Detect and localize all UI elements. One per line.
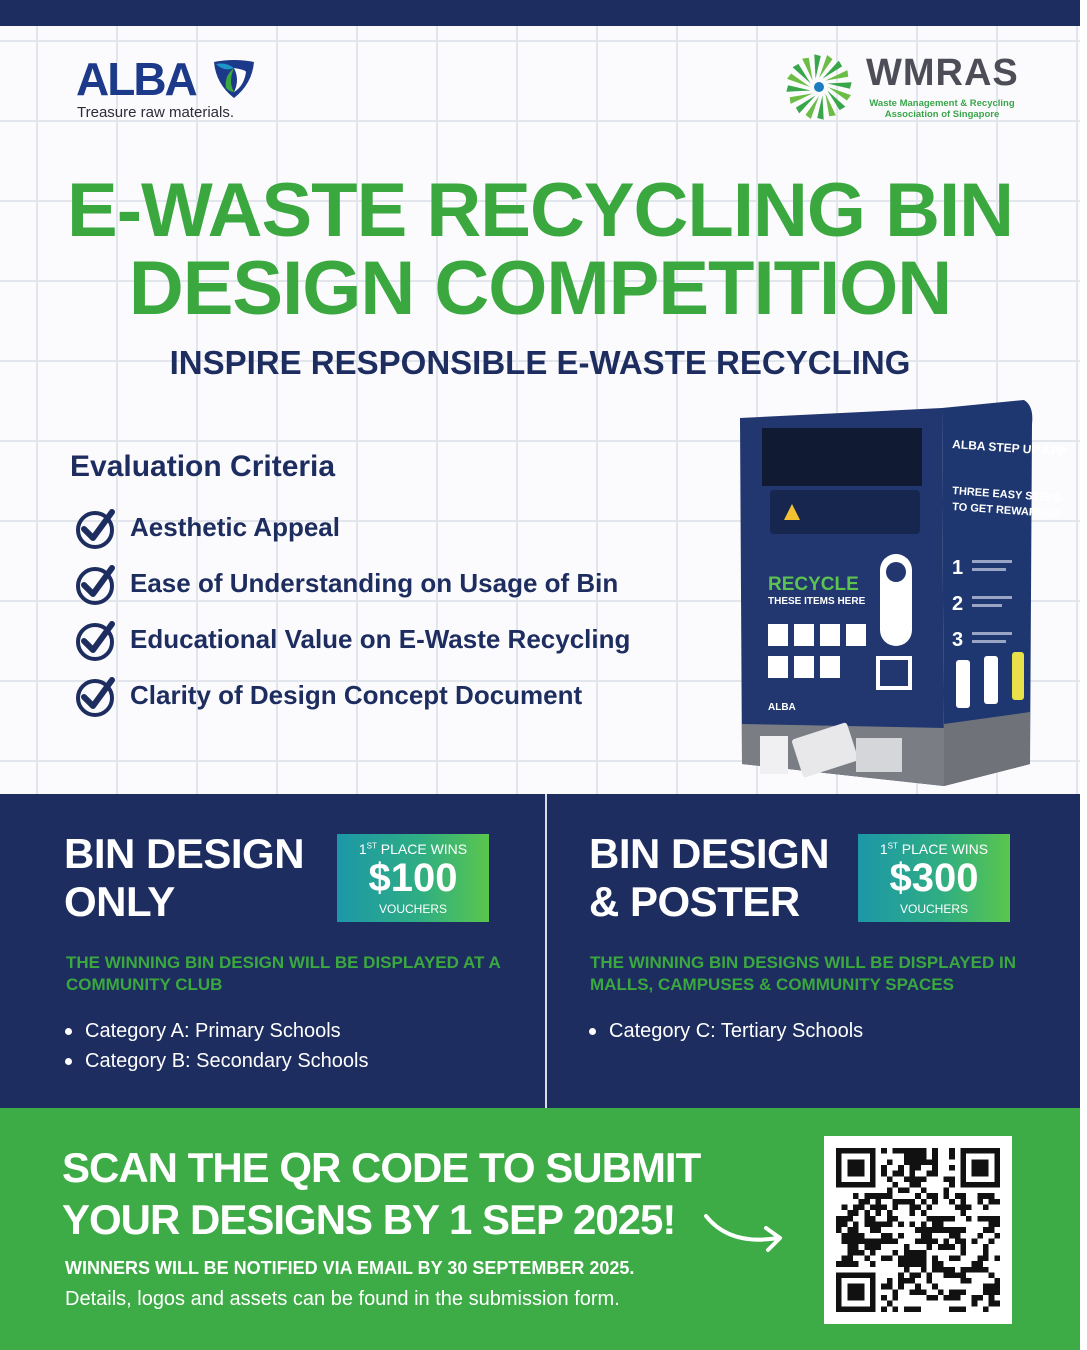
category-list xyxy=(588,1016,863,1046)
badge-rank-suffix: ST xyxy=(887,841,898,851)
bin-recycle-label: RECYCLE xyxy=(768,574,859,595)
wmras-ray xyxy=(786,85,810,91)
check-circle-icon xyxy=(74,562,118,606)
bin-app-label: ALBA STEP UP APP xyxy=(951,437,1068,459)
svg-text:2: 2 xyxy=(952,593,964,615)
category-list xyxy=(64,1016,369,1076)
badge-vouchers-label: VOUCHERS xyxy=(899,902,968,916)
badge-amount: $300 xyxy=(889,856,979,900)
badge-amount: $100 xyxy=(368,856,458,900)
badge-place-text: PLACE WINS xyxy=(380,841,468,857)
badge-place-label xyxy=(337,841,489,857)
wmras-ray xyxy=(814,54,820,78)
prize-title-line-1: BIN DESIGN xyxy=(64,830,305,877)
badge-place-label xyxy=(858,841,1010,857)
criteria-item xyxy=(74,506,714,562)
category-item: Category C: Tertiary Schools xyxy=(588,1016,863,1046)
cta-title xyxy=(62,1142,762,1246)
bin-steps-heading-1: THREE EASY STEPS xyxy=(951,485,1062,505)
cta-title-line-1: SCAN THE QR CODE TO SUBMIT xyxy=(62,1144,701,1191)
criteria-heading: Evaluation Criteria xyxy=(70,450,336,483)
prize-title-line-2: & POSTER xyxy=(589,878,800,925)
prize-panel-bin-design-and-poster xyxy=(547,794,1087,1108)
criteria-item xyxy=(74,674,714,730)
cta-section xyxy=(0,1108,1080,1350)
wmras-full-name: Waste Management & Recycling Association of Singapore xyxy=(869,98,1015,120)
bin-items-label: THESE ITEMS HERE xyxy=(768,596,866,607)
check-circle-icon xyxy=(74,618,118,662)
prize-panel-bin-design-only xyxy=(0,794,540,1108)
wmras-ray xyxy=(827,82,851,88)
prize-title-line-1: BIN DESIGN xyxy=(589,830,830,877)
criteria-item-label: Aesthetic Appeal xyxy=(130,512,340,542)
wmras-ray xyxy=(819,55,832,78)
badge-rank: 1 xyxy=(358,841,367,857)
wmras-ray xyxy=(817,95,823,119)
criteria-list xyxy=(74,506,714,730)
prize-title-line-2: ONLY xyxy=(64,878,175,925)
bin-steps-heading-2: TO GET REWARDED xyxy=(951,501,1061,521)
prize-panel-title xyxy=(64,830,304,926)
cta-details-text: Details, logos and assets can be found in the submission form. xyxy=(65,1288,620,1310)
check-circle-icon xyxy=(74,506,118,550)
svg-text:1: 1 xyxy=(952,557,964,579)
alba-wordmark: ALBA xyxy=(76,53,196,105)
submission-qr-code[interactable] xyxy=(824,1136,1012,1324)
prize-badge xyxy=(337,834,489,922)
wmras-sunburst-icon xyxy=(784,52,854,122)
wmras-logo xyxy=(784,52,1024,124)
page-title-line-1: E-WASTE RECYCLING BIN xyxy=(67,168,1013,253)
bin-brand-label: ALBA xyxy=(768,702,796,713)
curved-arrow-icon xyxy=(700,1208,790,1264)
category-item: Category B: Secondary Schools xyxy=(64,1046,369,1076)
prize-section xyxy=(0,794,1080,1108)
criteria-item-label: Educational Value on E-Waste Recycling xyxy=(130,624,631,654)
alba-leaf-icon xyxy=(212,58,256,100)
criteria-item xyxy=(74,562,714,618)
badge-place-text: PLACE WINS xyxy=(901,841,989,857)
wmras-ray xyxy=(787,74,810,87)
top-bar xyxy=(0,0,1080,26)
qr-code-icon xyxy=(836,1148,1000,1312)
page-subtitle: INSPIRE RESPONSIBLE E-WASTE RECYCLING xyxy=(169,344,911,381)
page-title-line-2: DESIGN COMPETITION xyxy=(128,246,952,331)
criteria-item-label: Clarity of Design Concept Document xyxy=(130,680,583,710)
category-item: Category A: Primary Schools xyxy=(64,1016,369,1046)
alba-tagline: Treasure raw materials. xyxy=(77,104,234,121)
badge-rank: 1 xyxy=(879,841,888,857)
recycling-bin-illustration xyxy=(736,394,1068,794)
alba-logo xyxy=(76,53,276,126)
wmras-ray xyxy=(828,87,851,100)
prize-panel-title xyxy=(589,830,829,926)
wmras-center-dot xyxy=(814,82,824,92)
badge-vouchers-label: VOUCHERS xyxy=(378,902,447,916)
prize-display-note: THE WINNING BIN DESIGN WILL BE DISPLAYED AT A COMMUNITY CLUB xyxy=(66,953,501,994)
wmras-wordmark: WMRAS xyxy=(866,52,1019,94)
wmras-ray xyxy=(806,96,819,119)
svg-text:3: 3 xyxy=(952,629,964,651)
prize-display-note: THE WINNING BIN DESIGNS WILL BE DISPLAYED IN MALLS, CAMPUSES & COMMUNITY SPACES xyxy=(590,953,1016,994)
cta-title-line-2: YOUR DESIGNS BY 1 SEP 2025! xyxy=(62,1196,676,1243)
prize-badge xyxy=(858,834,1010,922)
criteria-item-label: Ease of Understanding on Usage of Bin xyxy=(130,568,619,598)
cta-notify-text: WINNERS WILL BE NOTIFIED VIA EMAIL BY 30 SEPTEMBER 2025. xyxy=(65,1258,635,1278)
criteria-item xyxy=(74,618,714,674)
badge-rank-suffix: ST xyxy=(366,841,377,851)
check-circle-icon xyxy=(74,674,118,718)
